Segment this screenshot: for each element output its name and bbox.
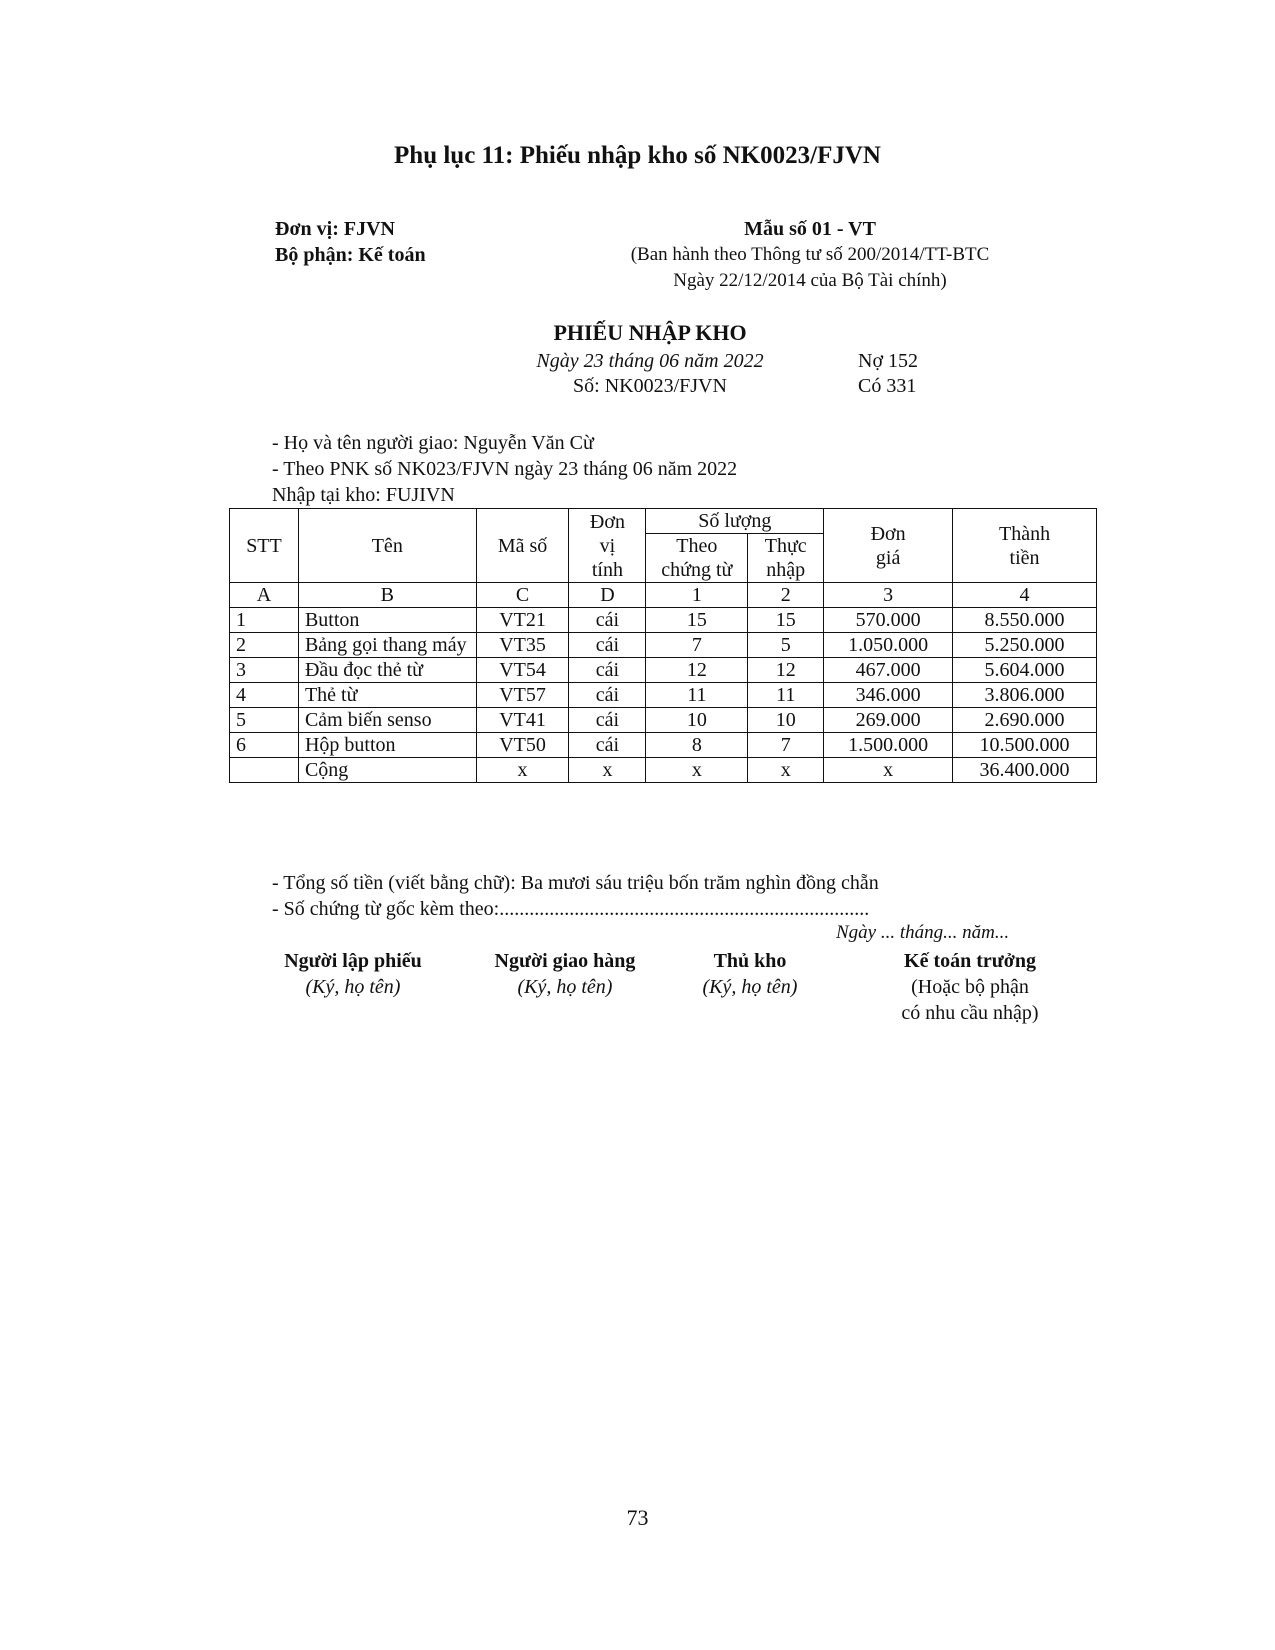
credit-account: Có 331 — [858, 375, 917, 397]
unit-header-line: vị — [599, 534, 616, 557]
form-number: Mẫu số 01 - VT — [744, 218, 876, 240]
cell-qty-doc: 12 — [646, 658, 748, 683]
table-row — [230, 633, 1097, 658]
cell-code: VT54 — [476, 658, 569, 683]
col-header-price — [824, 509, 953, 583]
cell-qty-actual: 12 — [748, 658, 824, 683]
issued-by-line-2: Ngày 22/12/2014 của Bộ Tài chính) — [673, 270, 947, 291]
col-header-qty-doc — [646, 534, 748, 583]
index-cell: 2 — [748, 583, 824, 608]
col-header-amount — [953, 509, 1097, 583]
unit-header-line: Đơn — [589, 510, 625, 533]
signature-sub: (Ký, họ tên) — [702, 976, 798, 998]
index-cell: 3 — [824, 583, 953, 608]
cell-qty-doc: 15 — [646, 608, 748, 633]
cell-amount: 3.806.000 — [953, 683, 1097, 708]
unit-label: Đơn vị: FJVN — [275, 218, 395, 240]
debit-account: Nợ 152 — [858, 350, 919, 372]
signature-title: Thủ kho — [713, 950, 787, 972]
table-row — [230, 708, 1097, 733]
cell-price: 570.000 — [824, 608, 953, 633]
col-header-unit — [569, 509, 646, 583]
cell-unit: cái — [569, 608, 646, 633]
signature-chief-accountant — [870, 948, 1070, 1024]
cell-qty-doc: 7 — [646, 633, 748, 658]
cell-qty-doc: 11 — [646, 683, 748, 708]
cell-qty-actual: 11 — [748, 683, 824, 708]
cell-stt: 4 — [230, 683, 299, 708]
slip-date: Ngày 23 tháng 06 năm 2022 — [536, 350, 764, 372]
total-code: x — [476, 758, 569, 783]
reference-line: - Theo PNK số NK023/FJVN ngày 23 tháng 06 năm 2022 — [272, 458, 738, 480]
total-amount: 36.400.000 — [953, 758, 1097, 783]
cell-code: VT21 — [476, 608, 569, 633]
cell-unit: cái — [569, 683, 646, 708]
cell-unit: cái — [569, 708, 646, 733]
footer-text — [272, 870, 879, 922]
cell-price: 346.000 — [824, 683, 953, 708]
department-label: Bộ phận: Kế toán — [275, 244, 426, 266]
total-row — [230, 758, 1097, 783]
index-cell: 4 — [953, 583, 1097, 608]
cell-qty-actual: 7 — [748, 733, 824, 758]
amount-in-words: - Tổng số tiền (viết bằng chữ): Ba mươi sáu triệu bốn trăm nghìn đồng chẵn — [272, 872, 879, 894]
slip-info — [272, 430, 737, 508]
attached-docs: - Số chứng từ gốc kèm theo:.......................................................................... — [272, 898, 870, 920]
qty-actual-header-line: Thực — [764, 535, 807, 557]
cell-qty-actual: 10 — [748, 708, 824, 733]
total-qty-doc: x — [646, 758, 748, 783]
signature-deliverer — [475, 948, 655, 1000]
cell-code: VT57 — [476, 683, 569, 708]
table-row — [230, 683, 1097, 708]
cell-stt: 6 — [230, 733, 299, 758]
cell-name: Bảng gọi thang máy — [298, 633, 476, 658]
signature-sub: (Hoặc bộ phận — [911, 976, 1029, 998]
cell-unit: cái — [569, 658, 646, 683]
cell-price: 467.000 — [824, 658, 953, 683]
amount-header-line: tiền — [1009, 546, 1040, 569]
cell-amount: 5.250.000 — [953, 633, 1097, 658]
total-qty-actual: x — [748, 758, 824, 783]
cell-price: 1.500.000 — [824, 733, 953, 758]
cell-amount: 2.690.000 — [953, 708, 1097, 733]
cell-price: 1.050.000 — [824, 633, 953, 658]
cell-qty-actual: 15 — [748, 608, 824, 633]
cell-stt: 1 — [230, 608, 299, 633]
cell-stt: 3 — [230, 658, 299, 683]
cell-amount: 10.500.000 — [953, 733, 1097, 758]
signature-title: Người giao hàng — [494, 950, 636, 972]
index-cell: D — [569, 583, 646, 608]
qty-doc-header-line: chứng từ — [661, 559, 733, 581]
qty-actual-header-line: nhập — [766, 559, 806, 581]
table-row — [230, 733, 1097, 758]
cell-amount: 8.550.000 — [953, 608, 1097, 633]
cell-qty-doc: 10 — [646, 708, 748, 733]
header-right — [600, 216, 1020, 294]
cell-name: Cảm biến senso — [298, 708, 476, 733]
page-number: 73 — [626, 1505, 649, 1530]
col-header-code: Mã số — [476, 509, 569, 583]
signature-preparer — [268, 948, 438, 1000]
cell-empty — [230, 758, 299, 783]
total-unit: x — [569, 758, 646, 783]
qty-doc-header-line: Theo — [676, 535, 718, 557]
index-cell: 1 — [646, 583, 748, 608]
table-row — [230, 608, 1097, 633]
index-cell: B — [298, 583, 476, 608]
cell-code: VT50 — [476, 733, 569, 758]
goods-table — [229, 508, 1097, 783]
signature-sub: (Ký, họ tên) — [305, 976, 401, 998]
header-left — [275, 216, 426, 268]
col-header-name: Tên — [298, 509, 476, 583]
price-header-line: Đơn — [870, 522, 906, 545]
cell-amount: 5.604.000 — [953, 658, 1097, 683]
index-cell: C — [476, 583, 569, 608]
cell-name: Đầu đọc thẻ từ — [298, 658, 476, 683]
signature-sub-2: có nhu cầu nhập) — [901, 1002, 1039, 1024]
index-row — [230, 583, 1097, 608]
signature-title: Người lập phiếu — [284, 950, 422, 972]
col-header-quantity: Số lượng — [646, 509, 824, 534]
issued-by-line-1: (Ban hành theo Thông tư số 200/2014/TT-BTC — [630, 244, 990, 265]
cell-name: Button — [298, 608, 476, 633]
amount-header-line: Thành — [998, 522, 1051, 545]
cell-name: Thẻ từ — [298, 683, 476, 708]
warehouse-line: Nhập tại kho: FUJIVN — [272, 484, 455, 506]
col-header-qty-actual — [748, 534, 824, 583]
cell-qty-actual: 5 — [748, 633, 824, 658]
page-title: Phụ lục 11: Phiếu nhập kho số NK0023/FJVN — [394, 142, 881, 169]
cell-stt: 2 — [230, 633, 299, 658]
signature-sub: (Ký, họ tên) — [517, 976, 613, 998]
deliverer-line: - Họ và tên người giao: Nguyễn Văn Cừ — [272, 432, 594, 454]
cell-price: 269.000 — [824, 708, 953, 733]
slip-number: Số: NK0023/FJVN — [573, 375, 727, 397]
price-header-line: giá — [875, 546, 901, 569]
slip-title: PHIẾU NHẬP KHO — [553, 320, 747, 345]
sign-date-line: Ngày ... tháng... năm... — [836, 922, 1010, 943]
col-header-stt: STT — [230, 509, 299, 583]
cell-unit: cái — [569, 633, 646, 658]
cell-qty-doc: 8 — [646, 733, 748, 758]
cell-unit: cái — [569, 733, 646, 758]
total-price: x — [824, 758, 953, 783]
index-cell: A — [230, 583, 299, 608]
signature-storekeeper — [685, 948, 815, 1000]
total-label: Cộng — [298, 758, 476, 783]
signature-title: Kế toán trưởng — [904, 950, 1036, 972]
cell-stt: 5 — [230, 708, 299, 733]
cell-name: Hộp button — [298, 733, 476, 758]
cell-code: VT41 — [476, 708, 569, 733]
unit-header-line: tính — [591, 558, 623, 581]
cell-code: VT35 — [476, 633, 569, 658]
table-row — [230, 658, 1097, 683]
